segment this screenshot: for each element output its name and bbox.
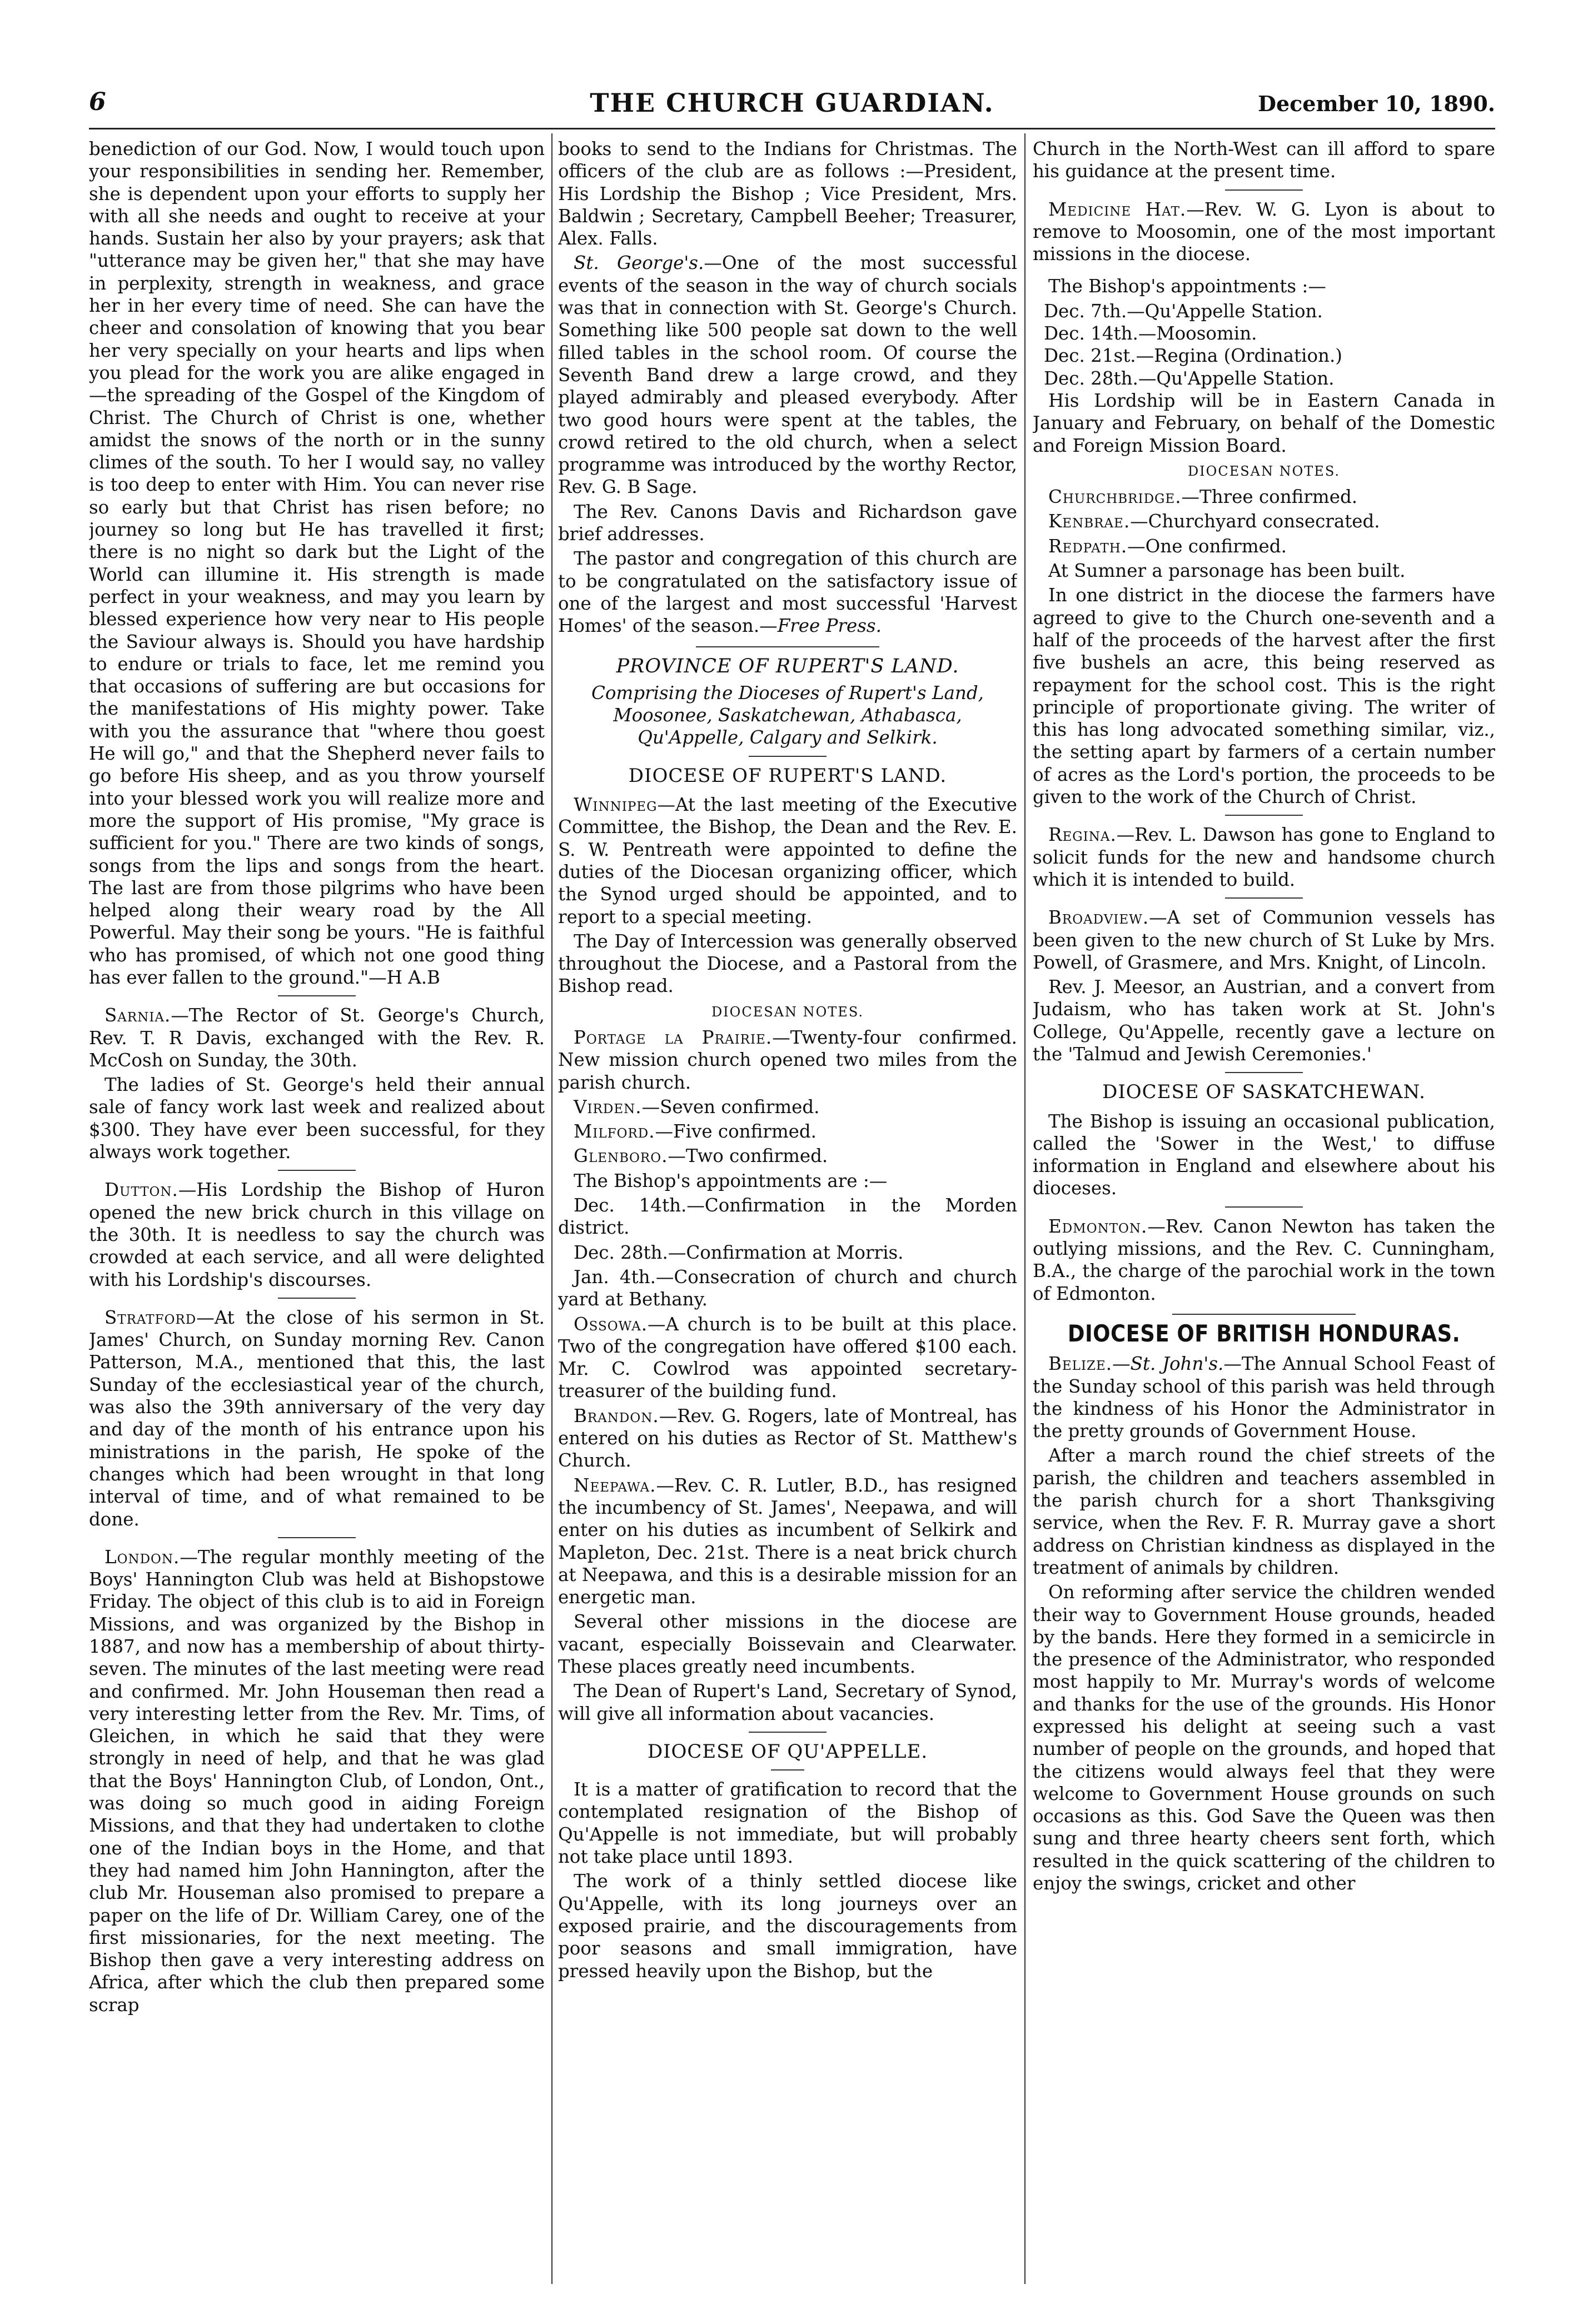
article-paragraph: The Day of Intercession was generally observed throughout the Diocese, and a Pastoral from the Bishop read. [558,930,1017,997]
item-text: —Rev. W. G. Lyon is about to remove to Moosomin, one of the most important missions in the diocese. [1033,198,1495,265]
item-lead: Medicine Hat. [1048,198,1187,220]
newspaper-title: THE CHURCH GUARDIAN. [590,88,994,118]
item-lead: Glenb⁠oro. [574,1145,668,1167]
appointment: Jan. 4th.—Consecration of church and church yard at Bethany. [558,1266,1017,1310]
item-text: —Rev. Canon Newton has taken the outlying missions, and the Rev. C. Cunningham, B.A., the charge of the parochial work in the town of Edmonton. [1033,1215,1495,1304]
item-lead: Churchbridge. [1048,486,1182,508]
item-lead: Regina. [1048,824,1117,846]
item-text: —One of the most successful events of the season in the way of church socials was that in connection with St. George's Church. Something like 500 people sat down to the well filled tables in the school room. Of course the Seventh Band drew a large crowd, and they played admirably and pleased everybody. After two good hours were spent at the tables, the crowd retired to the old church, when a select programme was introduced by the worthy Rector, Rev. G. B Sage. [558,252,1017,498]
section-heading: PROVINCE OF RUPERT'S LAND. [616,655,959,677]
item-lead: Redpath. [1048,535,1128,557]
appointment: Dec. 21st.—Regina (Ordination.) [1044,345,1342,367]
item-text: —His Lordship the Bishop of Huron opened the new brick church in this village on the 30th. It is needless to say the church was crowded at each service, and all were delighted with his Lordship's discourses. [89,1179,545,1290]
column-3 [1033,138,1495,2283]
separator [1225,1206,1303,1208]
item-lead: Milford. [574,1121,655,1143]
item-text: —Rev. C. R. Lutler, B.D., has resigned the incumbency of St. James', Neepawa, and will enter on his duties as incumbent of Selkirk and Mapleton, Dec. 21st. There is a neat brick church at Neepawa, and this is a desirable mission for an energetic man. [558,1474,1017,1608]
item-lead: Sarnia. [104,1005,171,1026]
article-paragraph: Rev. J. Meesor, an Austrian, and a convert from Judaism, who has taken work at St. John's College, Qu'Appelle, recently gave a lecture on the 'Talmud and Jewish Ceremonies.' [1033,976,1495,1065]
news-item [1033,1215,1495,1305]
item-text: —Three confirmed. [1181,486,1358,508]
column-2 [558,138,1017,2283]
item-text: —At the last meeting of the Executive Committee, the Bishop, the Dean and the Rev. E. S. W. Pentreath were appointed to define the duties of the Diocesan organizing officer, which the Synod urged should be appointed, and to report to a special meeting. [558,794,1017,927]
news-item [558,1026,1017,1094]
article-paragraph: The Rev. Canons Davis and Richardson gave brief addresses. [558,501,1017,545]
news-item [558,794,1017,928]
news-item [1033,198,1495,266]
item-text: —The Rector of St. George's Church, Rev. T. R Davis, exchanged with the Rev. R. McCosh on Sunday, the 30th. [89,1005,545,1071]
separator [1225,1072,1303,1073]
item-text: —At the close of his sermon in St. James' Church, on Sunday morning Rev. Canon Patterson, M.A., mentioned that this, the last Sunday of the ecclesiastical year of the church, was also the 39th anniversary of the very day and day of the month of his entrance upon his ministrations in the parish, He spoke of the changes which had been wrought in that long interval of time, and of what remained to be done. [89,1306,545,1530]
item-text: —Seven confirmed. [641,1096,820,1118]
item-lead: Neepawa. [574,1474,656,1496]
source-credit: Free Press. [777,615,882,637]
separator [696,646,879,647]
item-text: —A church is to be built at this place. Two of the congregation have offered $100 each. Mr. C. Cowlrod was appointed secretary-treasurer of the building fund. [558,1313,1017,1402]
item-lead: Brandon. [574,1405,659,1427]
separator [1225,189,1303,191]
section-subheading: Comprising the Dioceses of Rupert's Land, Moosonee, Saskatchewan, Athabasca, Qu'Appelle, Calgary and Selkirk. [591,682,984,749]
article-paragraph: His Lordship will be in Eastern Canada in January and February, on behalf of the Domestic and Foreign Mission Board. [1033,390,1495,456]
news-item [89,1306,545,1530]
item-text: —One confirmed. [1127,535,1287,557]
news-item [1033,510,1495,532]
news-item [89,1004,545,1071]
news-item [89,1179,545,1290]
column-1 [89,138,545,2283]
appointment: Dec. 14th.—Moosomin. [1044,323,1257,345]
separator [278,1537,356,1538]
news-item [1033,1353,1495,1442]
item-text: —Rev. L. Dawson has gone to England to solicit funds for the new and handsome church which it is intended to build. [1033,824,1495,890]
separator [749,1732,827,1733]
diocese-heading: DIOCESE OF RUPERT'S LAND. [628,764,947,787]
masthead [89,83,1495,129]
article-paragraph [558,547,1017,637]
news-item [558,1096,1017,1118]
article-paragraph: The Bishop is issuing an occasional publication, called the 'Sower in the West,' to diffuse information in England and elsewhere about his dioceses. [1033,1110,1495,1199]
issue-date: December 10, 1890. [1258,91,1495,116]
separator [771,1769,804,1771]
separator [1225,897,1303,899]
news-item [558,1313,1017,1403]
article-paragraph: At Sumner a parsonage has been built. [1048,560,1406,582]
article-paragraph: On reforming after service the children wended their way to Government House grounds, headed by the bands. Here they formed in a semicircle in the presence of the Administrator, who responded most happily to Mr. Murray's words of welcome and thanks for the use of the grounds. His Honor expressed his delight at seeing such a vast number of people on the grounds, and hoped that the citizens would always feel that they were welcome to Government House grounds on such occasions as this. God Save the Queen was then sung and three hearty cheers sent forth, which resulted in the quick scattering of the children to enjoy the swings, cricket and other [1033,1582,1495,1894]
item-lead: Broadview. [1048,907,1149,929]
separator [749,756,827,757]
article-paragraph: books to send to the Indians for Christmas. The officers of the club are as follows :—President, His Lordship the Bishop ; Vice President, Mrs. Baldwin ; Secretary, Campbell Beeher; Treasurer, Alex. Falls. [558,138,1017,250]
news-item [1033,535,1495,557]
item-text: —The Annual School Feast of the Sunday school of this parish was held through the kindness of his Honor the Administrator in the pretty grounds of Government House. [1033,1353,1495,1442]
item-text: —Rev. G. Rogers, late of Montreal, has entered on his duties as Rector of St. Matthew's Church. [558,1405,1017,1472]
separator [1172,1314,1356,1315]
news-item [558,1405,1017,1472]
separator [278,1170,356,1171]
separator [1225,815,1303,816]
item-lead: Edmonton. [1048,1215,1148,1237]
item-text: —A set of Communion vessels has been given to the new church of St Luke by Mrs. Powell, of Grasmere, and Mrs. Knight, of Lincoln. [1033,907,1495,973]
article-paragraph: The Dean of Rupert's Land, Secretary of Synod, will give all information about vacancies. [558,1680,1017,1724]
article-paragraph: benediction of our God. Now, I would touch upon your responsibilities in sending her. Remember, she is dependent upon your efforts to supply her with all she needs and ought to receive at your hands. Sustain her also by your prayers; ask that "utterance may be given her," that she may have in perplexity, strength in weakness, and grace her in her every time of need. She can have the cheer and consolation of knowing that you bear her very specially on your hearts and lips when you plead for the work you are alike engaged in—the spreading of the Gospel of the Kingdom of Christ. The Church of Christ is one, whether amidst the snows of the north or in the sunny climes of the south. To her I would say, no valley is too deep to enter with Him. You can never rise so early but that Christ has risen before; no journey so long but He has travelled it first; there is no night so dark but the Light of the World can illumine it. His strength is made perfect in your weakness, and may you learn by blessed experience how very near to His people the Saviour always is. Should you have hardship to endure or trials to face, let me remind you that occasions of suffering are but occasions for the manifestations of His mighty power. Take with you the assurance that "where thou goest He will go," and that the Shepherd never fails to go before His sheep, and as you throw yourself into your blessed work you will realize more and more the support of His promise, "My grace is sufficient for you." There are two kinds of songs, songs from the lips and songs from the heart. The last are from those pilgrims who have been helped along their weary road by the All Powerful. May their song be yours. "He is faithful who has promised, of which not one good thing has ever fallen to the ground."—H A.B [89,138,545,988]
item-lead: Virden. [574,1096,642,1118]
item-text: —Twenty-four confirmed. New mission church opened two miles from the parish church. [558,1026,1017,1093]
news-item [89,1546,545,2016]
appointment: Dec. 14th.—Confirmation in the Morden district. [558,1195,1017,1239]
item-text: The pastor and congregation of this church are to be congratulated on the satisfactory issue of one of the largest and most successful 'Harvest Homes' of the season.— [558,548,1017,637]
news-item [1033,906,1495,974]
notes-heading: DIOCESAN NOTES. [1187,463,1341,479]
article-paragraph: After a march round the chief streets of the parish, the children and teachers assembled in the parish church for a short Thanksgiving service, when the Rev. F. R. Murray gave a short address on Christian kindness as displayed in the treatment of animals by children. [1033,1445,1495,1578]
item-sublead: —St. John's. [1112,1353,1224,1375]
column-rule [1024,133,1026,2284]
appointment: Dec. 28th.—Confirmation at Morris. [574,1241,904,1263]
item-lead: Dutton. [104,1179,178,1201]
news-item [1033,824,1495,891]
item-lead: Kenbrae. [1048,511,1131,532]
column-rule [551,133,552,2284]
page-number: 6 [89,88,106,116]
article-paragraph: The Bishop's appointments are :— [574,1170,888,1191]
item-lead: Portage la Prairie. [574,1026,773,1048]
item-lead: Winnipeg [574,794,658,816]
appointment: Dec. 7th.—Qu'Appelle Station. [1044,300,1323,322]
diocese-heading: DIOCESE OF BRITISH HONDURAS. [1067,1319,1461,1347]
news-item [558,1120,1017,1143]
news-item [558,1474,1017,1609]
item-text: —Five confirmed. [655,1121,817,1143]
separator [278,1298,356,1299]
item-lead: London. [104,1546,180,1568]
article-paragraph: Several other missions in the diocese are vacant, especially Boissevain and Clearwater. These places greatly need incumbents. [558,1611,1017,1677]
article-paragraph: The ladies of St. George's held their annual sale of fancy work last week and realized about $300. They have ever been successful, for they always work together. [89,1074,545,1163]
diocese-heading: DIOCESE OF QU'APPELLE. [647,1740,928,1763]
article-paragraph: The work of a thinly settled diocese like Qu'Appelle, with its long journeys over an exposed prairie, and the discouragements from poor seasons and small immigration, have pressed heavily upon the Bishop, but the [558,1871,1017,1982]
news-item [558,252,1017,498]
item-lead: Belize. [1048,1353,1113,1375]
article-paragraph: It is a matter of gratification to record that the contemplated resignation of the Bishop of Qu'Appelle is not immediate, but will probably not take place until 1893. [558,1779,1017,1868]
news-item [558,1145,1017,1167]
news-item [1033,486,1495,508]
item-text: —The regular monthly meeting of the Boys' Hannington Club was held at Bishopstowe Friday. The object of this club is to aid in Foreign Missions, and was organized by the Bishop in 1887, and now has a membership of about thirty-seven. The minutes of the last meeting were read and confirmed. Mr. John Houseman then read a very interesting letter from the Rev. Mr. Tims, of Gleichen, in which he said that they were strongly in need of help, and that he was glad that the Boys' Hannington Club, of London, Ont., was doing so much good in aiding Foreign Missions, and that they had undertaken to clothe one of the Indian boys in the Home, and that they had named him John Hannington, after the club Mr. Houseman also promised to prepare a paper on the life of Dr. William Carey, one of the first missionaries, for the next meeting. The Bishop then gave a very interesting address on Africa, after which the club then prepared some scrap [89,1546,545,2016]
item-lead: St. George's. [574,252,704,274]
item-lead: Stratford [104,1306,197,1328]
separator [278,995,356,996]
diocese-heading: DIOCESE OF SASKATCHEWAN. [1102,1081,1426,1104]
article-paragraph: In one district in the diocese the farmers have agreed to give to the Church one-seventh and a half of the proceeds of the harvest after the first five bushels an acre, this being reserved as repayment for the school cost. This is the right principle of proportionate giving. The writer of this has long advocated something similar, viz., the setting apart by farmers of a certain number of acres as the Lord's portion, the proceeds to be given to the work of the Church of Christ. [1033,585,1495,808]
appointment: Dec. 28th.—Qu'Appelle Station. [1044,367,1335,389]
article-paragraph: Church in the North-West can ill afford to spare his guidance at the present time. [1033,138,1495,182]
item-text: —Churchyard consecrated. [1130,511,1380,532]
article-paragraph: The Bishop's appointments :— [1048,276,1326,297]
item-text: —Two confirmed. [668,1145,828,1167]
notes-heading: DIOCESAN NOTES. [711,1004,864,1020]
item-lead: Ossowa. [574,1313,648,1335]
